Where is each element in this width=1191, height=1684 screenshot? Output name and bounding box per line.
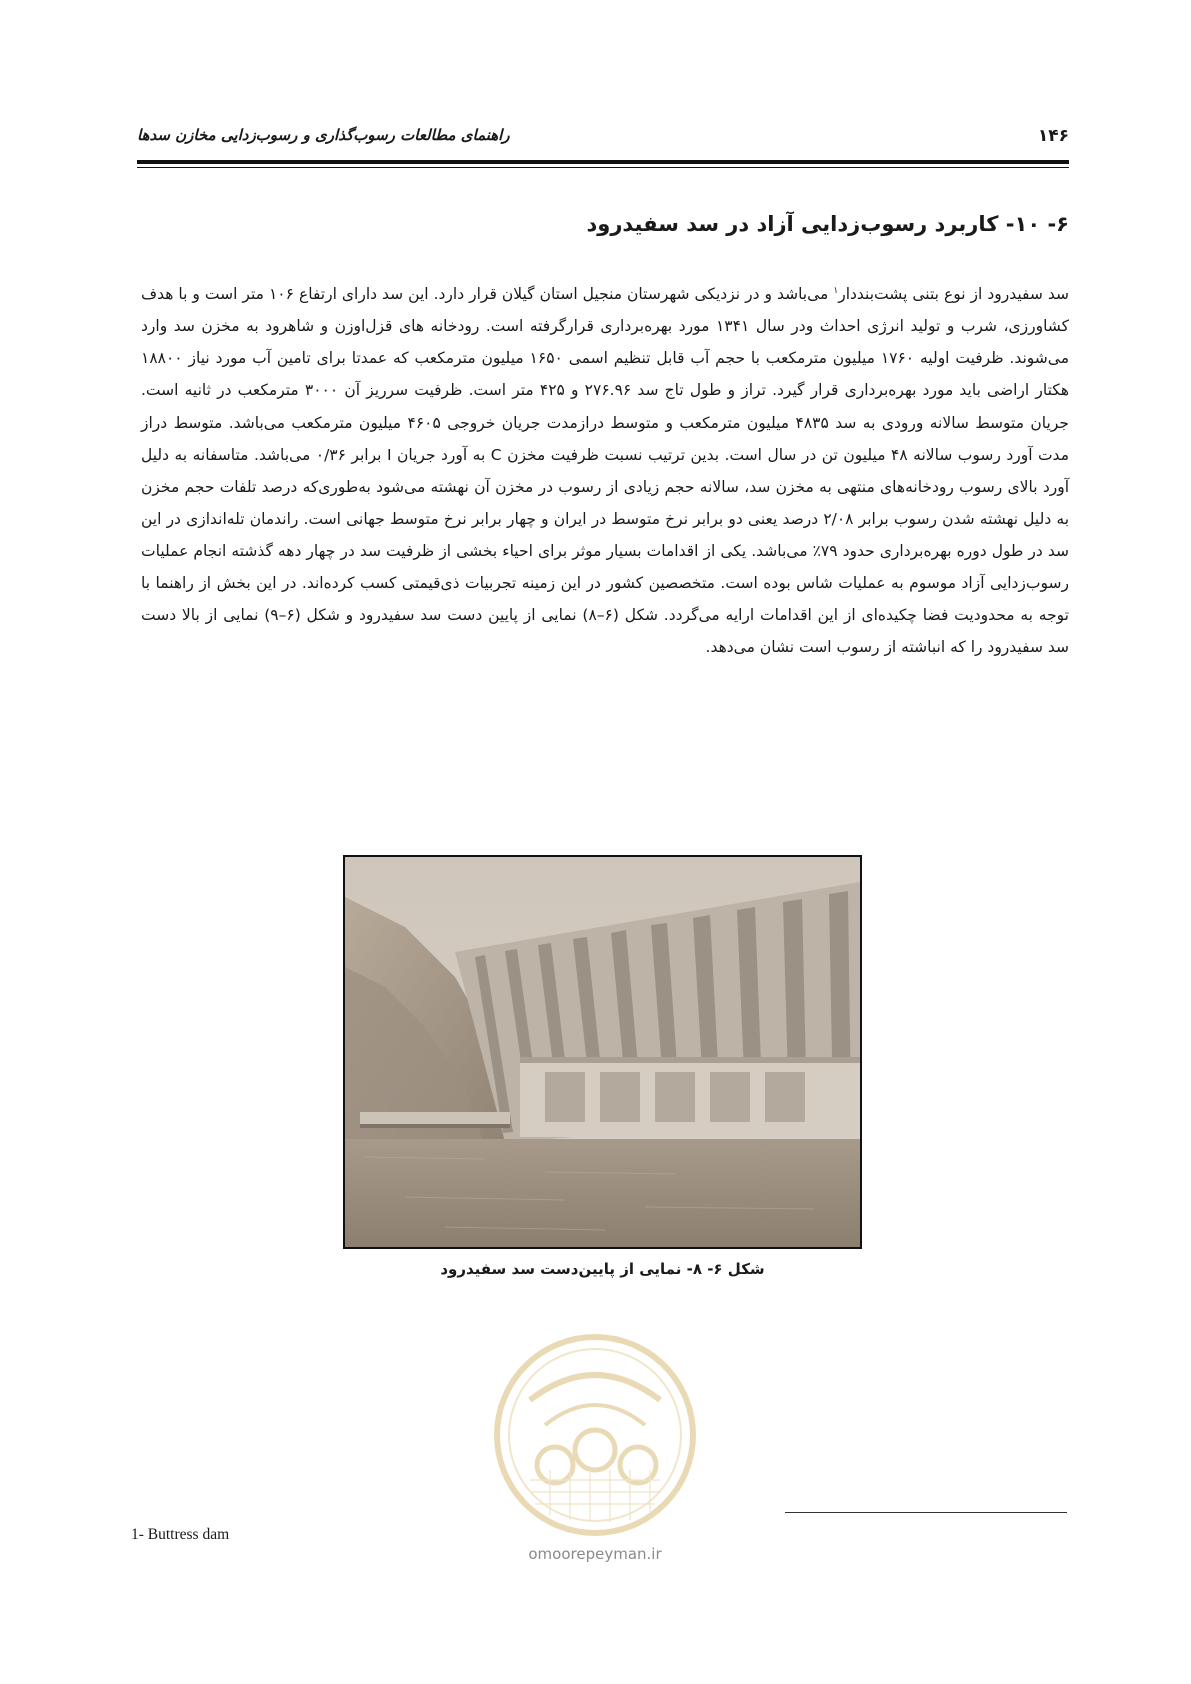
dam-photo-illustration <box>345 857 860 1247</box>
paragraph-part1: سد سفیدرود از نوع بتنی پشت‌بنددار <box>838 285 1069 304</box>
header-rule-thin <box>137 167 1069 168</box>
running-title: راهنمای مطالعات رسوب‌گذاری و رسوب‌زدایی مخازن سدها <box>137 126 510 144</box>
footnote: 1- Buttress dam <box>131 1526 230 1543</box>
watermark-seal-icon <box>490 1330 700 1540</box>
paragraph-part2: می‌باشد و در نزدیکی شهرستان منجیل استان گیلان قرار دارد. این سد دارای ارتفاع ۱۰۶ متر است و با هدف کشاورزی، شرب و تولید انرژی احداث ودر سال ۱۳۴۱ مورد بهره‌برداری قرارگرفته است. رودخانه های قزل‌اوزن و شاهرود به مخزن سد وارد می‌شوند. ظرفیت اولیه ۱۷۶۰ میلیون مترمکعب با حجم آب قابل تنظیم اسمی ۱۶۵۰ میلیون مترمکعب که عمدتا برای تامین آب مورد نیاز ۱۸۸۰۰ هکتار اراضی باید مورد بهره‌برداری قرار گیرد. تراز و طول تاج سد ۲۷۶.۹۶ و ۴۲۵ متر است. ظرفیت سرریز آن ۳۰۰۰ مترمکعب در ثانیه است. جریان متوسط سالانه ورودی به سد ۴۸۳۵ میلیون مترمکعب و متوسط درازمدت جریان خروجی ۴۶۰۵ میلیون مترمکعب می‌باشد. متوسط دراز مدت آورد رسوب سالانه ۴۸ میلیون تن در سال است. بدین ترتیب نسبت ظرفیت مخزن C به آورد جریان I برابر ۰/۳۶ می‌باشد. متاسفانه به دلیل آورد بالای رسوب رودخانه‌های منتهی به مخزن سد، سالانه حجم زیادی از رسوب در مخزن آن نهشته می‌شود به‌طوری‌که درصد تلفات حجم مخزن به دلیل نهشته شدن رسوب برابر ۲/۰۸ درصد یعنی دو برابر نرخ متوسط در ایران و چهار برابر نرخ متوسط جهانی است. راندمان تله‌اندازی در این سد در طول دوره بهره‌برداری حدود ۷۹٪ می‌باشد. یکی از اقدامات بسیار موثر برای احیاء بخشی از ظرفیت سد در چهار دهه گذشته انجام عملیات رسوب‌زدایی آزاد موسوم به عملیات شاس بوده است. متخصصین کشور در این زمینه تجربیات ذی‌قیمتی کسب کرده‌اند. در این بخش از راهنما با توجه به محدودیت فضا چکیده‌ای از این اقدامات ارایه می‌گردد. شکل (۶–۸) نمایی از پایین دست سد سفیدرود و شکل (۶–۹) نمایی از بالا دست سد سفیدرود را که انباشته از رسوب است نشان می‌دهد. <box>141 285 1070 657</box>
dam-photo <box>343 855 862 1249</box>
header-rule-thick <box>137 160 1069 164</box>
page-number: ۱۴۶ <box>1037 126 1069 146</box>
watermark-text: omoorepeyman.ir <box>528 1545 662 1563</box>
section-heading: ۶- ۱۰- کاربرد رسوب‌زدایی آزاد در سد سفیدرود <box>586 212 1069 236</box>
footnote-rule <box>785 1512 1067 1513</box>
figure-caption: شکل ۶- ۸- نمایی از پایین‌دست سد سفیدرود <box>440 1260 765 1278</box>
footnote-marker: ۱ <box>833 286 839 296</box>
page-header <box>137 126 1069 156</box>
section-paragraph <box>141 275 1069 663</box>
